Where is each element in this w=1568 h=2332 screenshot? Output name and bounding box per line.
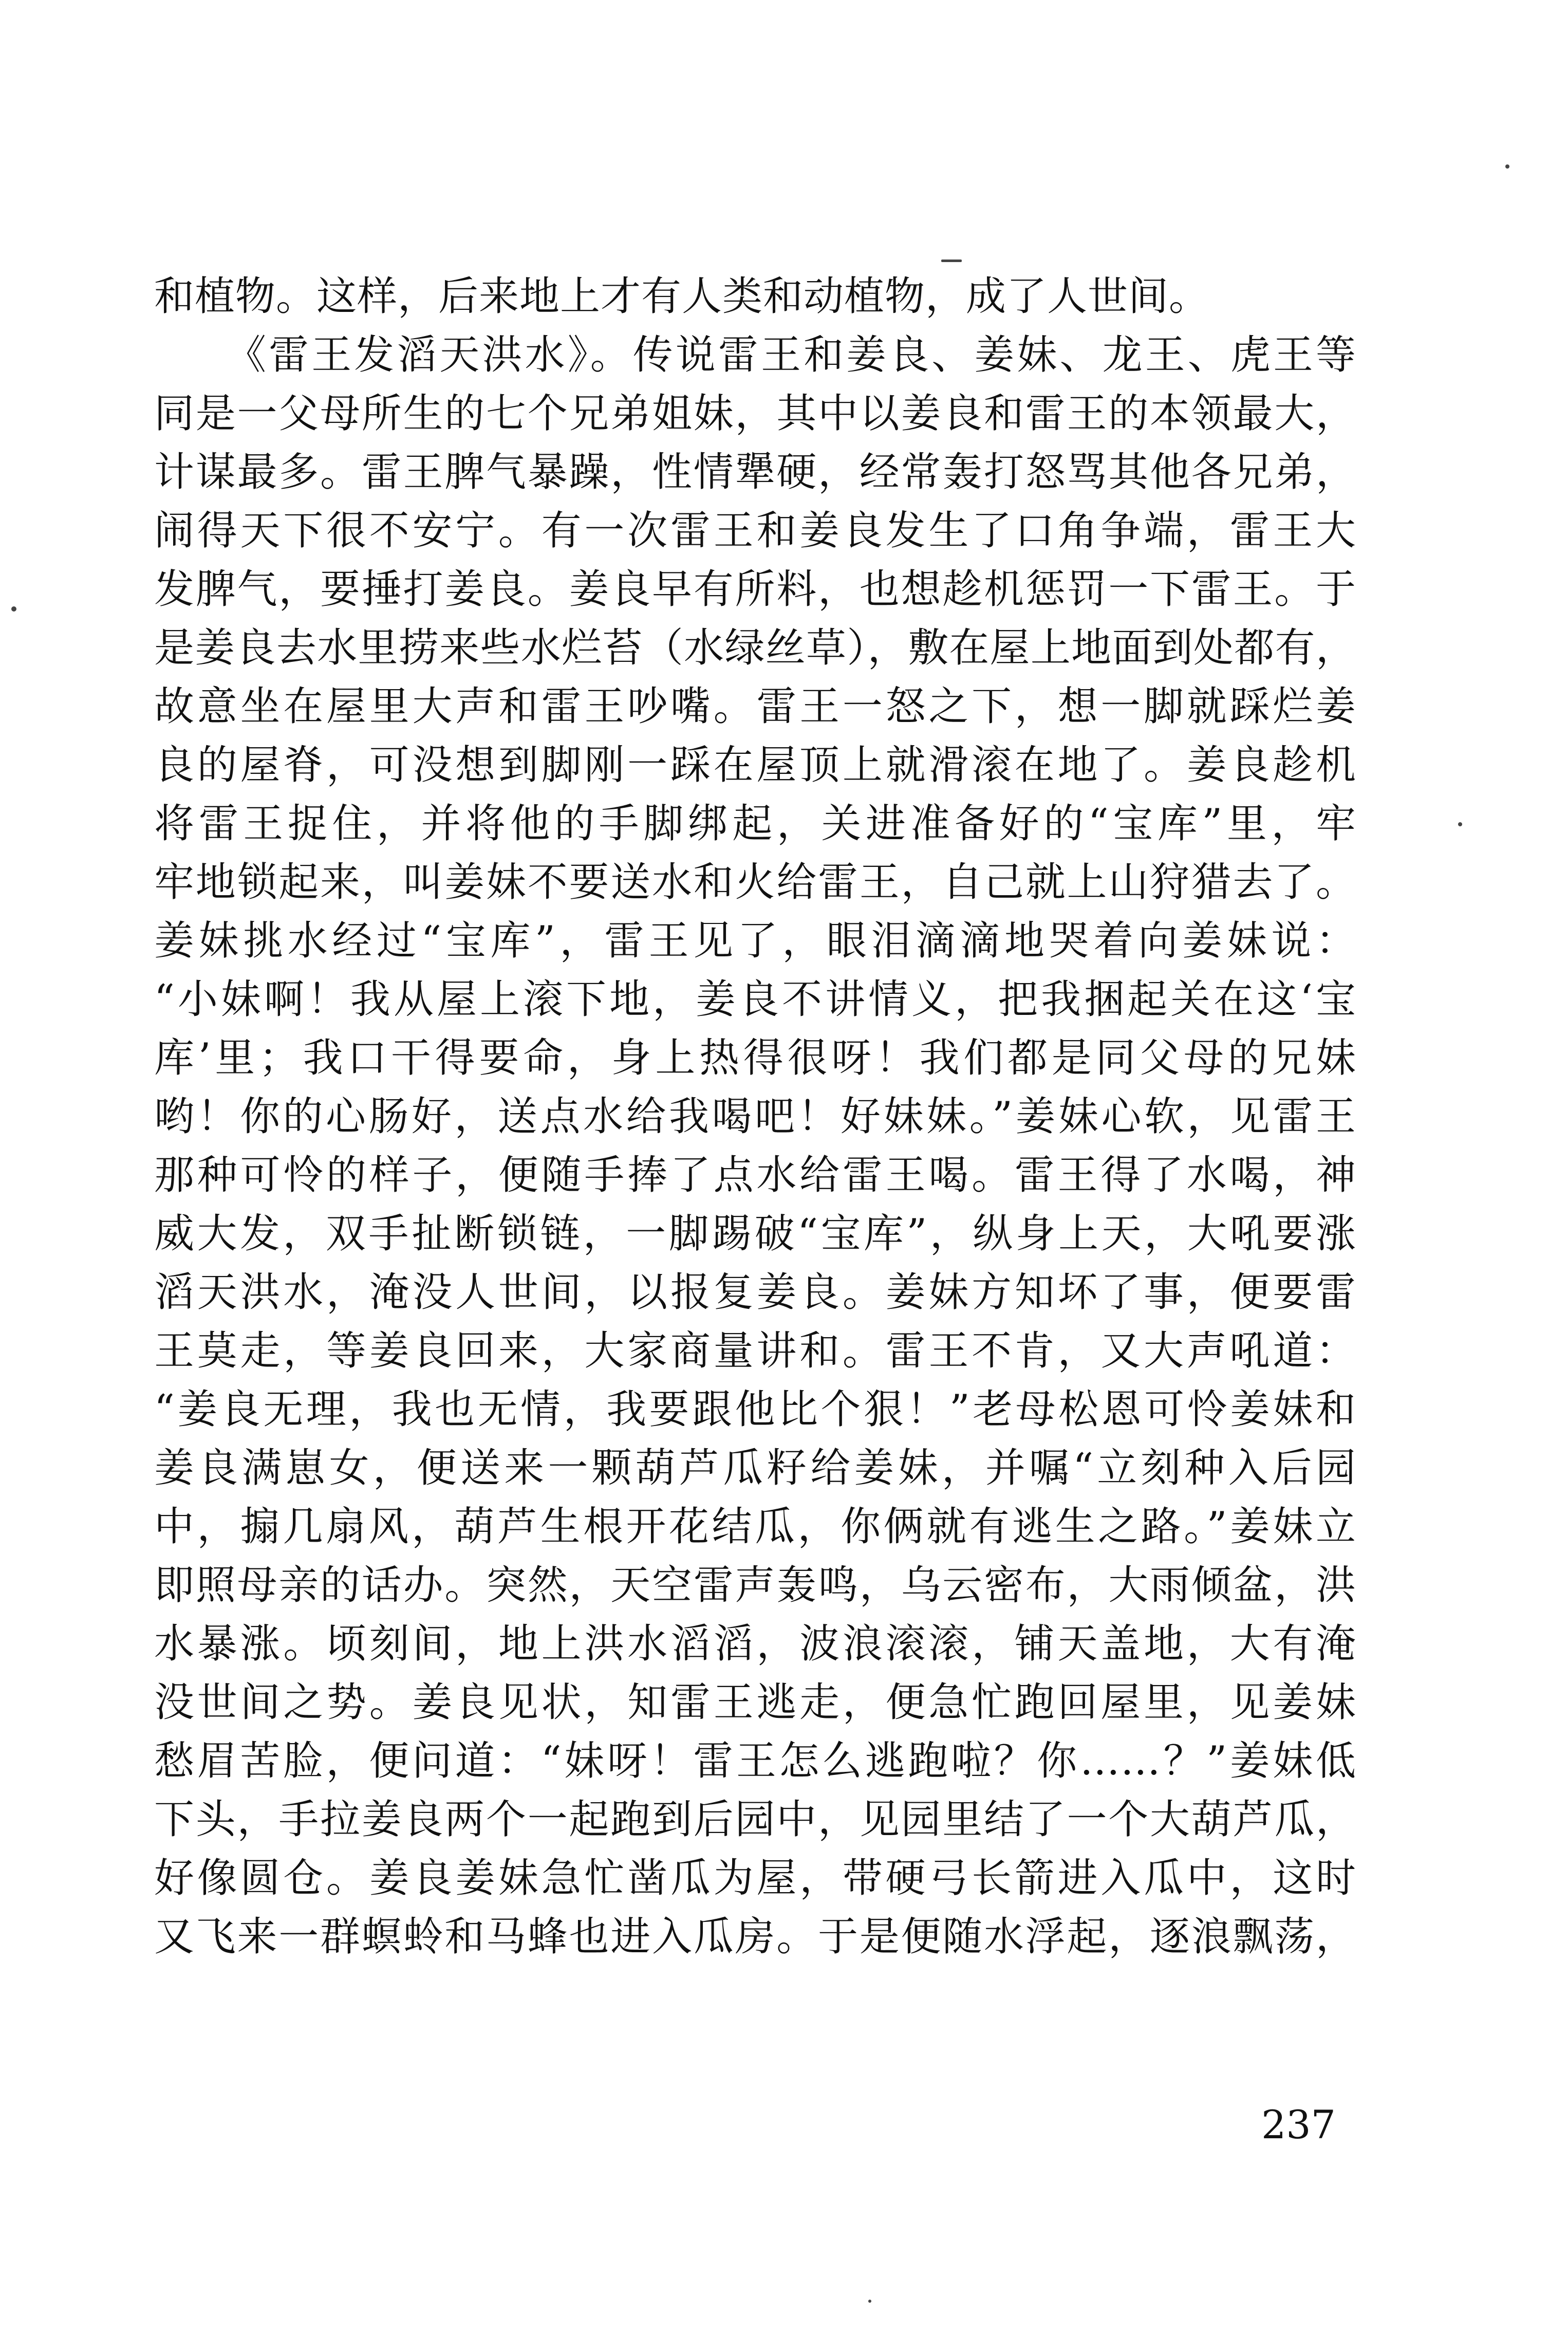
text-line: 牢地锁起来，叫姜妹不要送水和火给雷王，自己就上山狩猎去了。 xyxy=(154,859,1356,905)
text-line: “小妹啊！我从屋上滚下地，姜良不讲情义，把我捆起关在这‘宝 xyxy=(154,976,1356,1023)
text-line: 下头，手拉姜良两个一起跑到后园中，见园里结了一个大葫芦瓜， xyxy=(154,1797,1356,1843)
text-line: 同是一父母所生的七个兄弟姐妹，其中以姜良和雷王的本领最大， xyxy=(154,391,1356,437)
text-line: 良的屋脊，可没想到脚刚一踩在屋顶上就滑滚在地了。姜良趁机 xyxy=(154,742,1356,788)
text-line: 王莫走，等姜良回来，大家商量讲和。雷王不肯，又大声吼道： xyxy=(154,1328,1356,1374)
text-line: 滔天洪水，淹没人世间，以报复姜良。姜妹方知坏了事，便要雷 xyxy=(154,1269,1356,1316)
text-line: “姜良无理，我也无情，我要跟他比个狠！”老母松恩可怜姜妹和 xyxy=(154,1386,1356,1433)
page-number: 237 xyxy=(1261,2102,1336,2148)
text-line: 威大发，双手扯断锁链，一脚踢破“宝库”，纵身上天，大吼要涨 xyxy=(154,1211,1356,1257)
text-line: 姜妹挑水经过“宝库”，雷王见了，眼泪滴滴地哭着向姜妹说： xyxy=(154,918,1356,964)
scan-speck xyxy=(1458,822,1462,826)
text-line: 又飞来一群螟蛉和马蜂也进入瓜房。于是便随水浮起，逐浪飘荡， xyxy=(154,1914,1356,1960)
text-line: 计谋最多。雷王脾气暴躁，性情犟硬，经常轰打怒骂其他各兄弟， xyxy=(154,449,1356,495)
text-line: 库’里；我口干得要命，身上热得很呀！我们都是同父母的兄妹 xyxy=(154,1035,1356,1081)
text-line: 没世间之势。姜良见状，知雷王逃走，便急忙跑回屋里，见姜妹 xyxy=(154,1679,1356,1726)
text-line: 将雷王捉住，并将他的手脚绑起，关进准备好的“宝库”里，牢 xyxy=(154,801,1356,847)
text-line: 姜良满崽女，便送来一颗葫芦瓜籽给姜妹，并嘱“立刻种入后园 xyxy=(154,1445,1356,1491)
text-line: 发脾气，要捶打姜良。姜良早有所料，也想趁机惩罚一下雷王。于 xyxy=(154,566,1356,613)
scan-speck xyxy=(11,606,16,612)
scan-speck xyxy=(1505,164,1509,169)
text-line: 好像圆仓。姜良姜妹急忙凿瓜为屋，带硬弓长箭进入瓜中，这时 xyxy=(154,1855,1356,1901)
body-text xyxy=(154,267,1356,1966)
text-line: 闹得天下很不安宁。有一次雷王和姜良发生了口角争端，雷王大 xyxy=(154,508,1356,554)
text-line: 即照母亲的话办。突然，天空雷声轰鸣，乌云密布，大雨倾盆，洪 xyxy=(154,1562,1356,1608)
text-line: 哟！你的心肠好，送点水给我喝吧！好妹妹。”姜妹心软，见雷王 xyxy=(154,1094,1356,1140)
text-line: 是姜良去水里捞来些水烂苔（水绿丝草），敷在屋上地面到处都有， xyxy=(154,625,1356,671)
text-line: 那种可怜的样子，便随手捧了点水给雷王喝。雷王得了水喝，神 xyxy=(154,1152,1356,1198)
scan-speck xyxy=(868,2300,871,2303)
text-line: 愁眉苦脸，便问道：“妹呀！雷王怎么逃跑啦？你……？”姜妹低 xyxy=(154,1738,1356,1784)
text-line: 和植物。这样，后来地上才有人类和动植物，成了人世间。 xyxy=(154,273,1210,320)
text-line: 中，搧几扇风，葫芦生根开花结瓜，你俩就有逃生之路。”姜妹立 xyxy=(154,1504,1356,1550)
text-line: 故意坐在屋里大声和雷王吵嘴。雷王一怒之下，想一脚就踩烂姜 xyxy=(154,683,1356,730)
scan-speck xyxy=(941,260,962,262)
text-line: 水暴涨。顷刻间，地上洪水滔滔，波浪滚滚，铺天盖地，大有淹 xyxy=(154,1621,1356,1667)
text-line: 《雷王发滔天洪水》。传说雷王和姜良、姜妹、龙王、虎王等 xyxy=(226,332,1356,378)
